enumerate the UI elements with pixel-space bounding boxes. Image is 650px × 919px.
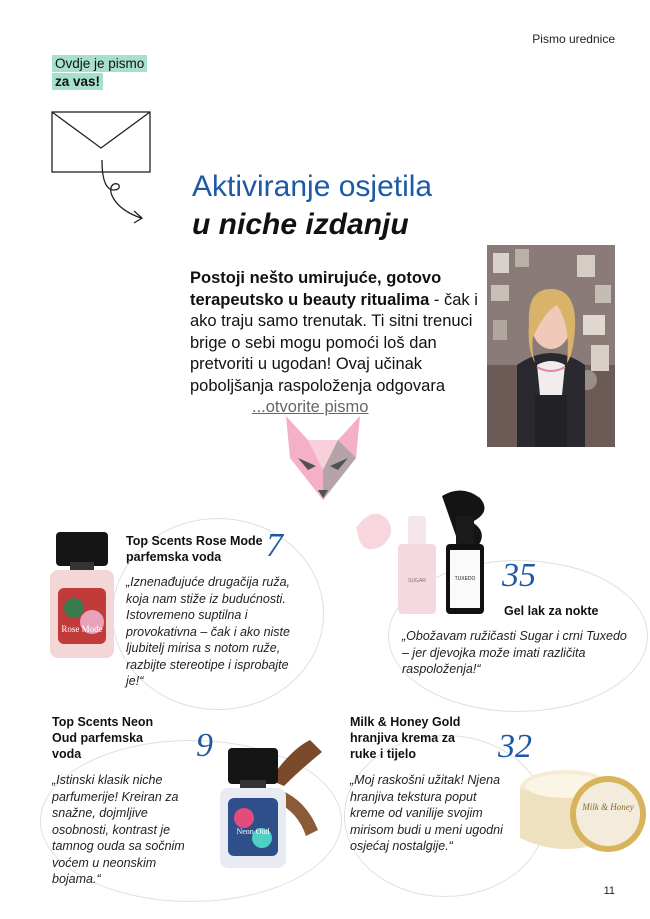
milk-honey-jar-label: Milk & Honey [582, 802, 634, 812]
product-quote-milk-honey: „Moj raskošni užitak! Njena hranjiva tekstura poput kreme od vanilije svojim mirisom budi u meni ugodni osjećaj nostalgije.“ [350, 773, 503, 853]
product-price-neon-oud: 9 [196, 727, 213, 764]
intro-bold: Postoji nešto umirujuće, gotovo terapeutsko u beauty ritualima [190, 269, 442, 309]
product-price-gel-polish: 35 [502, 557, 536, 594]
intro-text: - čak i ako traju samo trenutak. Ti sitni trenuci brige o sebi mogu pomoći loš dan pretvoriti u ugodan! Ovaj učinak poboljšanja raspoloženja odgovara [190, 290, 478, 395]
rose-mode-bottle-label: Rose Mode [61, 624, 103, 634]
product-price-milk-honey: 32 [498, 728, 532, 765]
editor-photo [487, 245, 615, 447]
section-label: Pismo urednice [532, 32, 615, 46]
tuxedo-bottle-label: TUXEDO [454, 576, 476, 582]
tag-line-1: Ovdje je pismo [52, 55, 147, 72]
neon-oud-bottle-image [210, 740, 330, 870]
title-line-2: u niche izdanju [192, 208, 409, 241]
envelope-icon [46, 110, 166, 230]
product-name-neon-oud: Top Scents Neon Oud parfemska voda [52, 715, 154, 761]
milk-honey-jar-image [516, 752, 646, 864]
product-quote-gel-polish: „Obožavam ružičasti Sugar i crni Tuxedo – jer djevojka može imati različita raspoloženja!“ [402, 629, 627, 676]
rose-mode-bottle-image [46, 532, 118, 660]
gel-polish-bottles-image [352, 488, 502, 618]
title-line-1: Aktiviranje osjetila [192, 170, 433, 203]
product-price-rose-mode: 7 [266, 527, 283, 564]
product-name-rose-mode: Top Scents Rose Mode parfemska voda [126, 534, 263, 564]
neon-oud-bottle-label: Neon Oud [236, 827, 270, 836]
product-name-gel-polish: Gel lak za nokte [504, 604, 599, 618]
sugar-bottle-label: SUGAR [408, 578, 426, 584]
tag-line-2: za vas! [52, 73, 103, 90]
product-quote-neon-oud: „Istinski klasik niche parfumerije! Kreiran za snažne, dojmljive osobnosti, kontrast je tamnog ouda sa sočnim voćem u neonskim bojama.“ [52, 773, 185, 886]
article-title [192, 168, 432, 244]
product-name-milk-honey: Milk & Honey Gold hranjiva krema za ruke i tijelo [350, 715, 461, 761]
page-number: 11 [603, 885, 615, 897]
letter-tag [52, 55, 147, 91]
open-letter-link[interactable]: ...otvorite pismo [252, 398, 369, 416]
intro-paragraph [190, 268, 480, 419]
product-quote-rose-mode: „Iznenađujuće drugačija ruža, koja nam stiže iz budućnosti. Istovremeno suptilna i provokativna – čak i ako niste ljubitelj mirisa s notom ruže, razbijte stereotipe i isprobajte je!“ [126, 575, 290, 688]
